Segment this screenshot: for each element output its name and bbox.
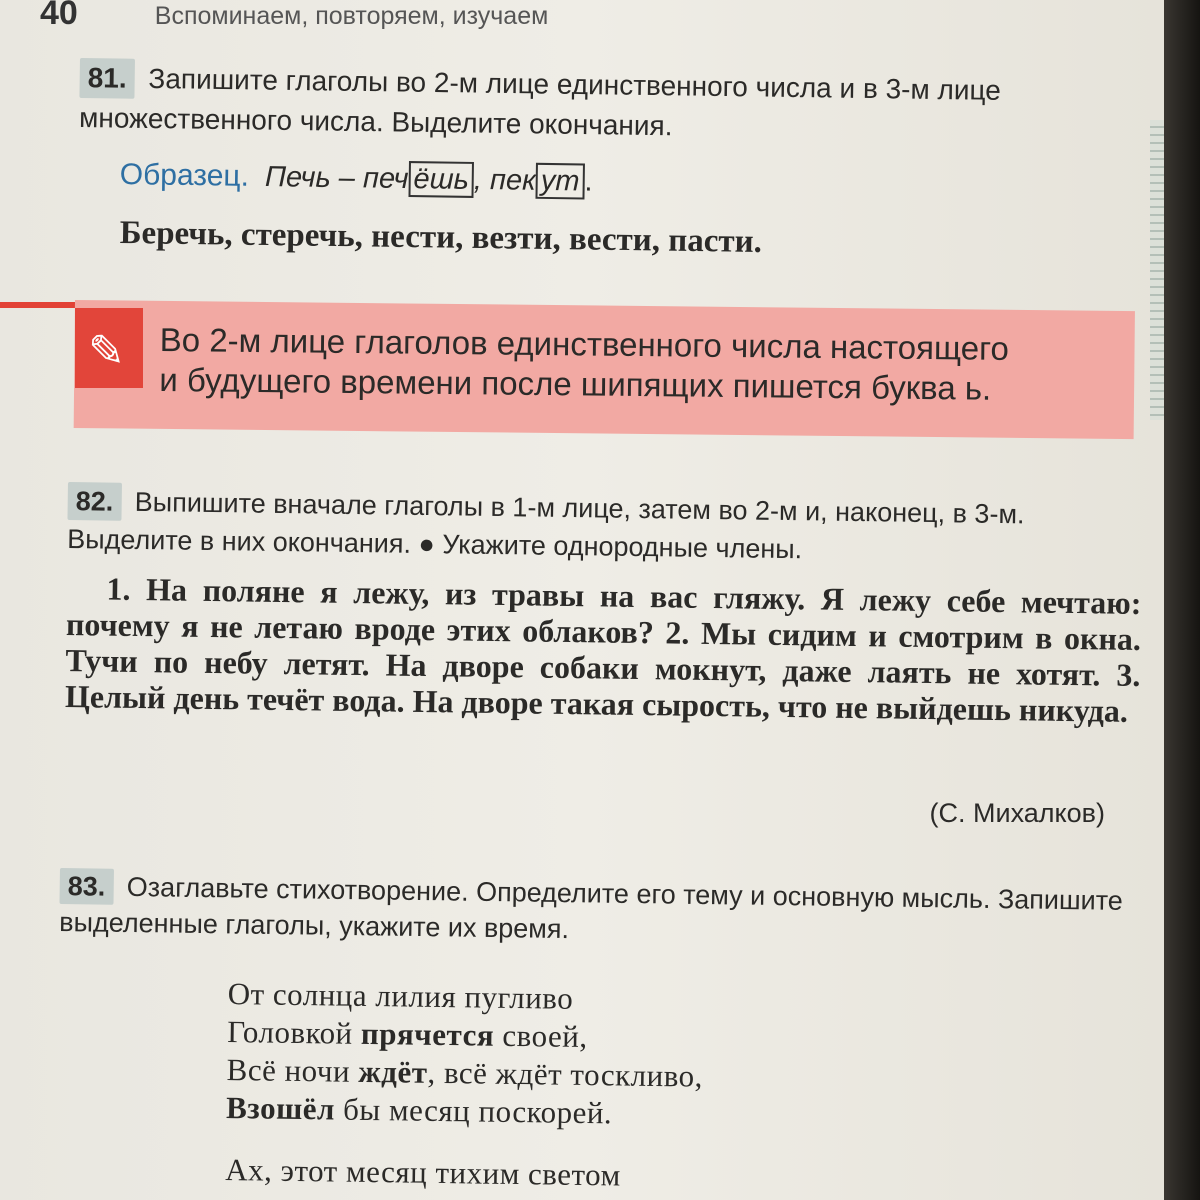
task-number: 82.: [67, 482, 121, 521]
ending-box: ёшь: [408, 161, 474, 198]
task-extra: Укажите однородные члены.: [442, 529, 803, 565]
verse-text: своей,: [493, 1017, 588, 1055]
rule-line: Во 2-м лице глаголов единственного числа настоящего: [159, 320, 1010, 367]
rule-pen-icon: ✎: [75, 308, 143, 388]
book-spine-edge: [1164, 0, 1200, 1200]
highlighted-verb: прячется: [360, 1015, 495, 1053]
task-82: [65, 482, 1143, 729]
highlighted-verb: Взошёл: [225, 1089, 336, 1127]
sample-end: .: [584, 165, 593, 198]
task-instruction: Запишите глаголы во 2-м лице единственного числа и в 3-м лице множественного числа. Выделите окончания.: [78, 62, 1002, 142]
verse-line: [226, 1089, 703, 1134]
task-81-words: Беречь, стеречь, нести, везти, вести, пасти.: [119, 215, 763, 260]
verse-text: , всё ждёт тоскливо,: [427, 1054, 704, 1094]
task-number: 83.: [59, 868, 113, 905]
task-82-text: 1. На поляне я лежу, из травы на вас гляжу. Я лежу себе мечтаю: почему я не летаю вроде этих облаков? 2. Мы сидим и смотрим в окна. Тучи по небу летят. На дворе собаки мокнут, даже лаять не хотят. 3. Целый день течёт вода. На дворе такая сырость, что не выйдешь никуда.: [64, 570, 1142, 729]
sample-mid: , пек: [473, 163, 537, 197]
verse-line: [226, 1051, 703, 1096]
task-instruction: Озаглавьте стихотворение. Определите его тему и основную мысль. Запишите выделенные глаголы, укажите их время.: [59, 871, 1124, 945]
bullet-icon: ●: [418, 528, 436, 560]
verse-text: Всё ночи: [226, 1051, 359, 1089]
highlighted-verb: ждёт: [358, 1053, 428, 1090]
task-number: 81.: [79, 58, 134, 99]
verse-line: [227, 1013, 704, 1058]
verse-text: бы месяц поскорей.: [334, 1091, 613, 1131]
rule-text: [159, 320, 1130, 410]
sample-prefix: Печь – печ: [264, 161, 409, 196]
sample-example: [120, 158, 593, 199]
verse-line: Ах, этот месяц тихим светом: [225, 1151, 621, 1193]
sample-label: Образец.: [119, 158, 250, 193]
verse-text: Головкой: [226, 1013, 362, 1051]
section-title: Вспоминаем, повторяем, изучаем: [154, 2, 549, 30]
page-number: 40: [40, 0, 78, 32]
author: (С. Михалков): [929, 798, 1105, 828]
running-header: [40, 0, 548, 33]
poem-verse: [225, 975, 704, 1196]
task-instruction: Выпишите вначале глаголы в 1-м лице, затем во 2-м и, наконец, в 3-м. Выделите в них окончания.: [66, 486, 1025, 559]
ending-box: ут: [536, 163, 585, 200]
task-83: [59, 868, 1145, 955]
rule-line: и будущего времени после шипящих пишется буква ь.: [159, 360, 992, 407]
task-81: [79, 58, 1130, 153]
page-edge-stripes: [1150, 120, 1165, 420]
verse-line: От солнца лилия пугливо: [227, 975, 574, 1016]
